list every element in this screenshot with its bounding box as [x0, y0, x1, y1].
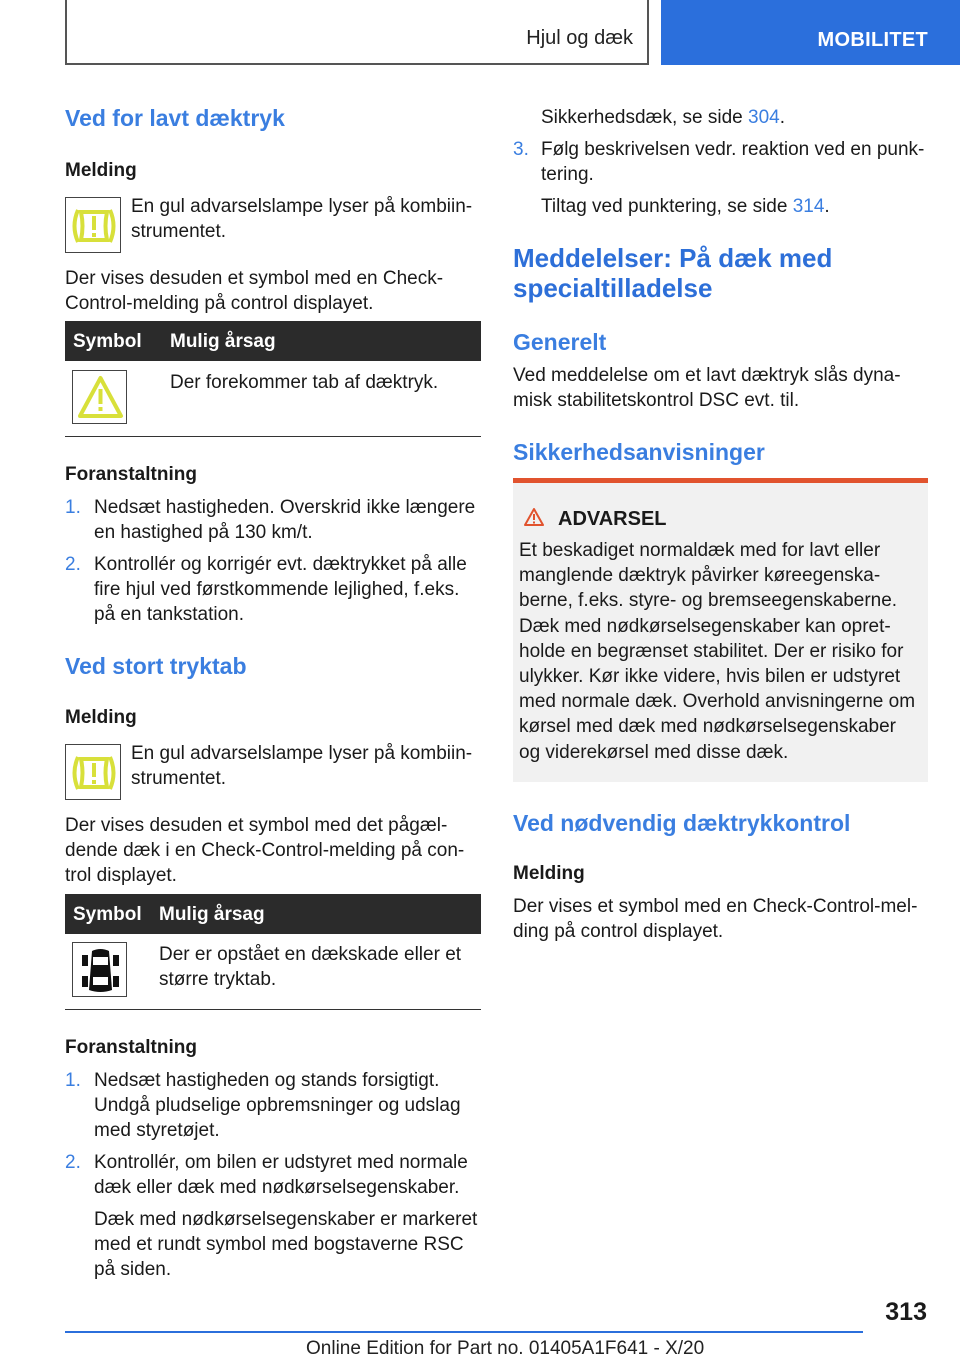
warning-line: Dæk med nødkørselsegenskaber kan opret-	[519, 615, 891, 637]
col-symbol: Symbol	[73, 331, 142, 352]
measures-label: Foranstaltning	[65, 1037, 197, 1058]
chapter-label: MOBILITET	[817, 29, 928, 51]
page-link-314[interactable]: 314	[792, 196, 825, 217]
step-text: med styretøjet.	[94, 1120, 220, 1141]
car-tire-damage-icon	[72, 942, 127, 997]
check-heading: Ved nødvendig dæktrykkontrol	[513, 810, 851, 836]
melding-label: Melding	[513, 863, 585, 884]
message-text-2: strumentet.	[131, 768, 227, 789]
message-text-1: En gul advarselslampe lyser på kombiin-	[131, 743, 473, 764]
extra-text-1: Der vises desuden et symbol med det pågæl-	[65, 815, 448, 836]
step-text: Følg beskrivelsen vedr. reaktion ved en punk-	[541, 139, 925, 160]
table-header	[65, 894, 481, 934]
edition-text: Online Edition for Part no. 01405A1F641 - X/20	[306, 1338, 705, 1359]
extra-text-1: Der vises desuden et symbol med en Check-	[65, 268, 444, 289]
header-frame	[65, 0, 649, 65]
step-text: Nedsæt hastigheden. Overskrid ikke længere	[94, 497, 476, 518]
step-extra-text: på siden.	[94, 1259, 172, 1280]
continued-text	[541, 105, 785, 130]
section-title: Hjul og dæk	[526, 27, 633, 49]
tire-pressure-lamp-icon	[65, 197, 121, 253]
melding-label: Melding	[65, 160, 137, 181]
check-text-2: ding på control displayet.	[513, 921, 724, 942]
footer-rule	[65, 1331, 863, 1333]
step-text: på en tankstation.	[94, 604, 244, 625]
melding-label: Melding	[65, 707, 137, 728]
tire-pressure-lamp-icon	[65, 744, 121, 800]
step-extra-end: .	[824, 196, 830, 217]
section-heading-large-loss: Ved stort tryktab	[65, 653, 247, 679]
warning-line: og viderekørsel med disse dæk.	[519, 741, 789, 763]
page-number: 313	[885, 1298, 927, 1326]
measures-label: Foranstaltning	[65, 464, 197, 485]
extra-text-2: dende dæk i en Check-Control-melding på con-	[65, 840, 465, 861]
warning-box	[513, 478, 928, 782]
col-cause: Mulig årsag	[170, 331, 276, 352]
table-header	[65, 321, 481, 361]
general-heading: Generelt	[513, 329, 607, 355]
message-text-2: strumentet.	[131, 221, 227, 242]
step-text: tering.	[541, 164, 594, 185]
continued-label: Sikkerhedsdæk, se side	[541, 107, 748, 128]
step-number: 2.	[65, 1152, 81, 1173]
step-text: Nedsæt hastigheden og stands forsigtigt.	[94, 1070, 440, 1091]
step-text: en hastighed på 130 km/t.	[94, 522, 313, 543]
warning-triangle-icon	[72, 370, 127, 424]
step-text: fire hjul ved førstkommende lejlighed, f.eks.	[94, 579, 460, 600]
general-text-1: Ved meddelelse om et lavt dæktryk slås dyna-	[513, 365, 901, 386]
warning-line: med normale dæk. Overhold anvisningerne om	[519, 691, 916, 713]
step-number: 1.	[65, 1070, 81, 1091]
step-number: 1.	[65, 497, 81, 518]
warning-line: berne, f.eks. styre- og bremseegenskaberne.	[519, 590, 898, 612]
section-heading-low-pressure: Ved for lavt dæktryk	[65, 105, 285, 131]
step-text: Kontrollér og korrigér evt. dæktrykket på alle	[94, 554, 467, 575]
warning-label: ADVARSEL	[558, 508, 667, 530]
step-text: Kontrollér, om bilen er udstyret med normale	[94, 1152, 468, 1173]
step-number: 3.	[513, 139, 529, 160]
special-heading-line2: specialtilladelse	[513, 273, 713, 303]
check-text-1: Der vises et symbol med en Check-Control-mel-	[513, 896, 918, 917]
table-cell-cause: Der forekommer tab af dæktryk.	[170, 372, 439, 393]
table-cell-cause: større tryktab.	[159, 969, 277, 990]
step-text: dæk eller dæk med nødkørselsegenskaber.	[94, 1177, 460, 1198]
safety-heading: Sikkerhedsanvisninger	[513, 439, 765, 465]
step-extra-text	[541, 194, 830, 219]
step-extra-label: Tiltag ved punktering, se side	[541, 196, 793, 217]
warning-text	[519, 538, 915, 765]
table-cell-cause: Der er opstået en dækskade eller et	[159, 944, 462, 965]
step-text: Undgå pludselige opbremsninger og udslag	[94, 1095, 461, 1116]
step-extra-text: med et rundt symbol med bogstaverne RSC	[94, 1234, 464, 1255]
continued-end: .	[779, 107, 785, 128]
warning-line: kørsel med dæk med nødkørselsegenskaber	[519, 716, 896, 738]
chapter-tab[interactable]	[661, 0, 960, 65]
warning-line: manglende dæktryk påvirker køreegenska-	[519, 565, 881, 587]
warning-triangle-icon	[523, 507, 545, 527]
warning-line: ulykker. Kør ikke videre, hvis bilen er udstyret	[519, 666, 901, 688]
warning-line: holde en begrænset stabilitet. Der er risiko for	[519, 640, 904, 662]
step-extra-text: Dæk med nødkørselsegenskaber er markeret	[94, 1209, 478, 1230]
table-rule	[65, 1009, 481, 1010]
table-rule	[65, 436, 481, 437]
warning-line: Et beskadiget normaldæk med for lavt eller	[519, 540, 881, 561]
step-number: 2.	[65, 554, 81, 575]
page-link-304[interactable]: 304	[748, 107, 780, 128]
extra-text-3: trol displayet.	[65, 865, 177, 886]
col-symbol: Symbol	[73, 904, 142, 925]
col-cause: Mulig årsag	[159, 904, 265, 925]
special-heading-line1: Meddelelser: På dæk med	[513, 243, 833, 273]
general-text-2: misk stabilitetskontrol DSC evt. til.	[513, 390, 800, 411]
message-text-1: En gul advarselslampe lyser på kombiin-	[131, 196, 473, 217]
extra-text-2: Control-melding på control displayet.	[65, 293, 374, 314]
